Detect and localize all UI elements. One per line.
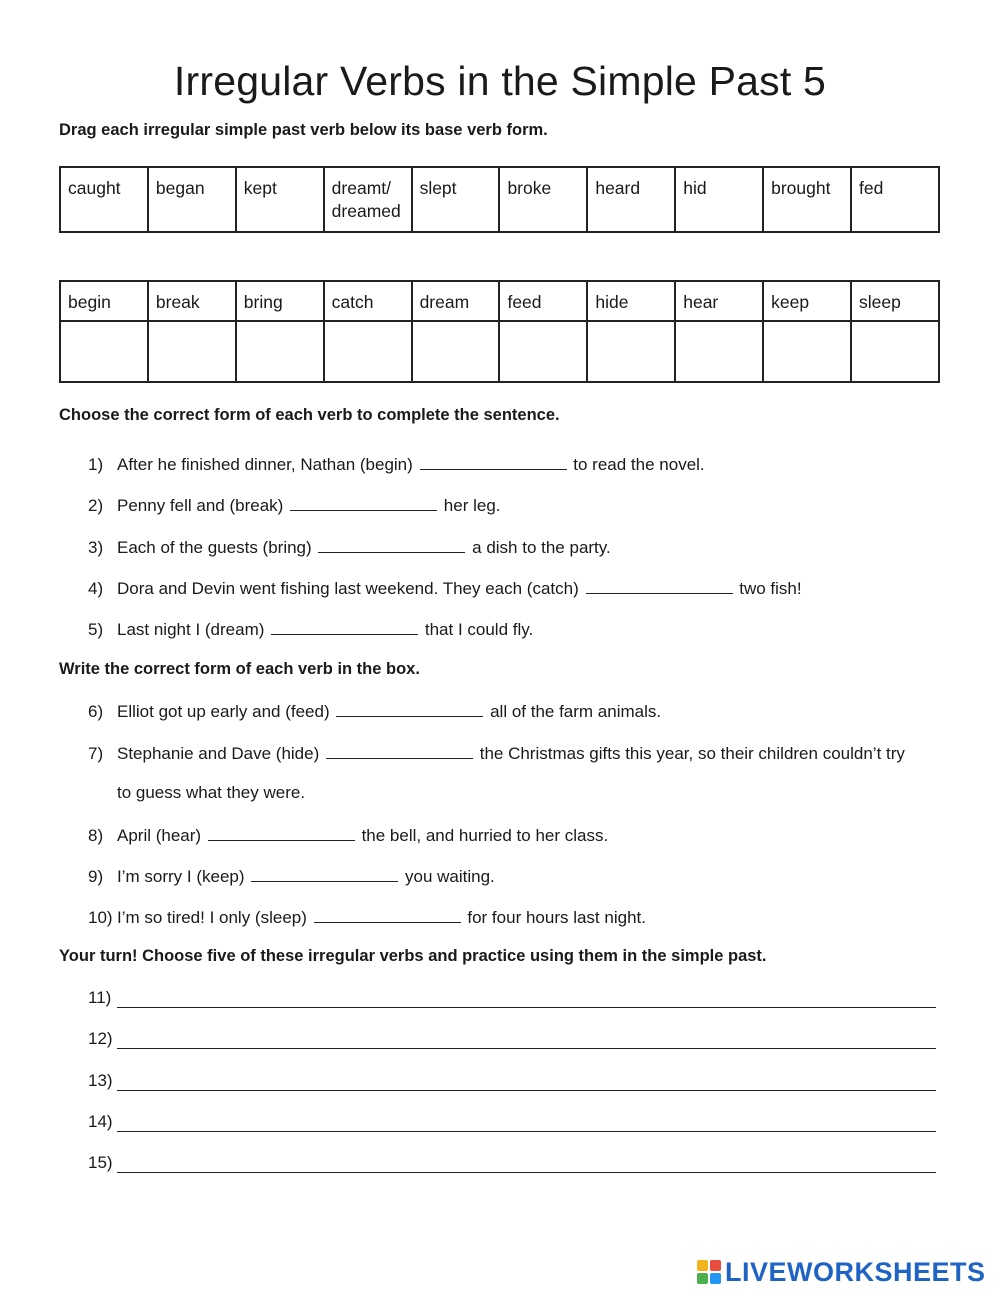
liveworksheets-logo [697, 1257, 986, 1287]
sentence-7-continuation [88, 783, 948, 803]
practice-line-14 [88, 1112, 936, 1132]
answer-input[interactable] [336, 700, 483, 717]
practice-input[interactable] [117, 991, 936, 1008]
base-forms-table [59, 280, 940, 383]
base-form-label: keep [763, 281, 851, 321]
base-form-label: dream [412, 281, 500, 321]
sentence-text: the bell, and hurried to her class. [361, 826, 609, 845]
sentence-text: After he finished dinner, Nathan (begin) [117, 455, 413, 474]
sentence-number: 3) [88, 538, 104, 557]
sentence-2 [88, 494, 948, 516]
sentence-text: to read the novel. [573, 455, 705, 474]
sentence-text: Each of the guests (bring) [117, 538, 312, 557]
past-form-tile[interactable]: began [148, 167, 236, 232]
past-form-tile[interactable]: heard [587, 167, 675, 232]
past-form-tile[interactable]: dreamt/ dreamed [324, 167, 412, 232]
sentence-text: Stephanie and Dave (hide) [117, 744, 320, 763]
sentence-text: Penny fell and (break) [117, 496, 284, 515]
sentence-text: Last night I (dream) [117, 620, 265, 639]
past-form-tile[interactable]: hid [675, 167, 763, 232]
base-form-label: bring [236, 281, 324, 321]
practice-line-11 [88, 988, 936, 1008]
base-form-label: hide [587, 281, 675, 321]
practice-number: 13) [88, 1071, 113, 1090]
answer-dropdown[interactable] [290, 494, 437, 511]
page-title: Irregular Verbs in the Simple Past 5 [173, 58, 827, 104]
logo-text: LIVEWORKSHEETS [725, 1256, 986, 1287]
drop-zone[interactable] [851, 321, 939, 382]
sentence-4 [88, 577, 948, 599]
sentence-text: I’m so tired! I only (sleep) [117, 908, 307, 927]
practice-input[interactable] [117, 1115, 936, 1132]
sentence-number: 5) [88, 620, 104, 639]
answer-dropdown[interactable] [420, 453, 567, 470]
drop-zone[interactable] [587, 321, 675, 382]
sentence-text: a dish to the party. [472, 538, 611, 557]
past-forms-table [59, 166, 940, 233]
answer-dropdown[interactable] [318, 536, 465, 553]
sentence-number: 6) [88, 702, 104, 721]
sentence-text: Elliot got up early and (feed) [117, 702, 330, 721]
write-instruction: Write the correct form of each verb in the box. [59, 660, 420, 678]
sentence-number: 1) [88, 455, 104, 474]
choose-instruction: Choose the correct form of each verb to complete the sentence. [59, 406, 560, 424]
past-form-tile[interactable]: broke [499, 167, 587, 232]
sentence-6 [88, 700, 948, 722]
past-form-tile[interactable]: fed [851, 167, 939, 232]
sentence-text: I’m sorry I (keep) [117, 867, 245, 886]
base-form-label: sleep [851, 281, 939, 321]
sentence-number: 8) [88, 826, 104, 845]
sentence-text: the Christmas gifts this year, so their children couldn’t try [479, 744, 905, 763]
drop-zone[interactable] [675, 321, 763, 382]
sentence-number: 7) [88, 744, 104, 763]
answer-input[interactable] [314, 906, 461, 923]
base-form-label: hear [675, 281, 763, 321]
drop-zone[interactable] [236, 321, 324, 382]
sentence-number: 2) [88, 496, 104, 515]
sentence-text: to guess what they were. [117, 783, 306, 802]
sentence-3 [88, 536, 948, 558]
answer-input[interactable] [251, 865, 398, 882]
drag-instruction: Drag each irregular simple past verb below its base verb form. [59, 121, 548, 139]
sentence-text: Dora and Devin went fishing last weekend. They each (catch) [117, 579, 579, 598]
drop-zone[interactable] [499, 321, 587, 382]
practice-line-12 [88, 1029, 936, 1049]
drop-zone[interactable] [60, 321, 148, 382]
practice-input[interactable] [117, 1156, 936, 1173]
sentence-text: for four hours last night. [467, 908, 646, 927]
your-turn-instruction: Your turn! Choose five of these irregular verbs and practice using them in the simple past. [59, 947, 767, 965]
past-form-tile[interactable]: caught [60, 167, 148, 232]
practice-number: 15) [88, 1153, 113, 1172]
drop-zone[interactable] [412, 321, 500, 382]
sentence-number: 4) [88, 579, 104, 598]
sentence-10 [88, 906, 948, 928]
sentence-7 [88, 742, 948, 764]
drop-zone[interactable] [148, 321, 236, 382]
answer-input[interactable] [326, 742, 473, 759]
base-form-label: catch [324, 281, 412, 321]
sentence-text: all of the farm animals. [490, 702, 662, 721]
practice-input[interactable] [117, 1074, 936, 1091]
practice-line-15 [88, 1153, 936, 1173]
practice-input[interactable] [117, 1032, 936, 1049]
past-form-tile[interactable]: kept [236, 167, 324, 232]
sentence-8 [88, 824, 948, 846]
sentence-text: that I could fly. [424, 620, 534, 639]
practice-number: 14) [88, 1112, 113, 1131]
practice-number: 12) [88, 1029, 113, 1048]
sentence-9 [88, 865, 948, 887]
logo-blocks-icon [697, 1260, 721, 1284]
base-form-label: break [148, 281, 236, 321]
base-form-label: feed [499, 281, 587, 321]
drop-zone[interactable] [324, 321, 412, 382]
sentence-text: two fish! [739, 579, 802, 598]
sentence-text: her leg. [443, 496, 501, 515]
base-form-label: begin [60, 281, 148, 321]
sentence-text: April (hear) [117, 826, 202, 845]
past-form-tile[interactable]: slept [412, 167, 500, 232]
sentence-1 [88, 453, 948, 475]
answer-input[interactable] [208, 824, 355, 841]
sentence-number: 10) [88, 908, 113, 927]
practice-number: 11) [88, 988, 112, 1007]
sentence-text: you waiting. [405, 867, 495, 886]
sentence-number: 9) [88, 867, 104, 886]
drop-zone[interactable] [763, 321, 851, 382]
answer-dropdown[interactable] [271, 618, 418, 635]
practice-line-13 [88, 1071, 936, 1091]
answer-dropdown[interactable] [586, 577, 733, 594]
past-form-tile[interactable]: brought [763, 167, 851, 232]
sentence-5 [88, 618, 948, 640]
